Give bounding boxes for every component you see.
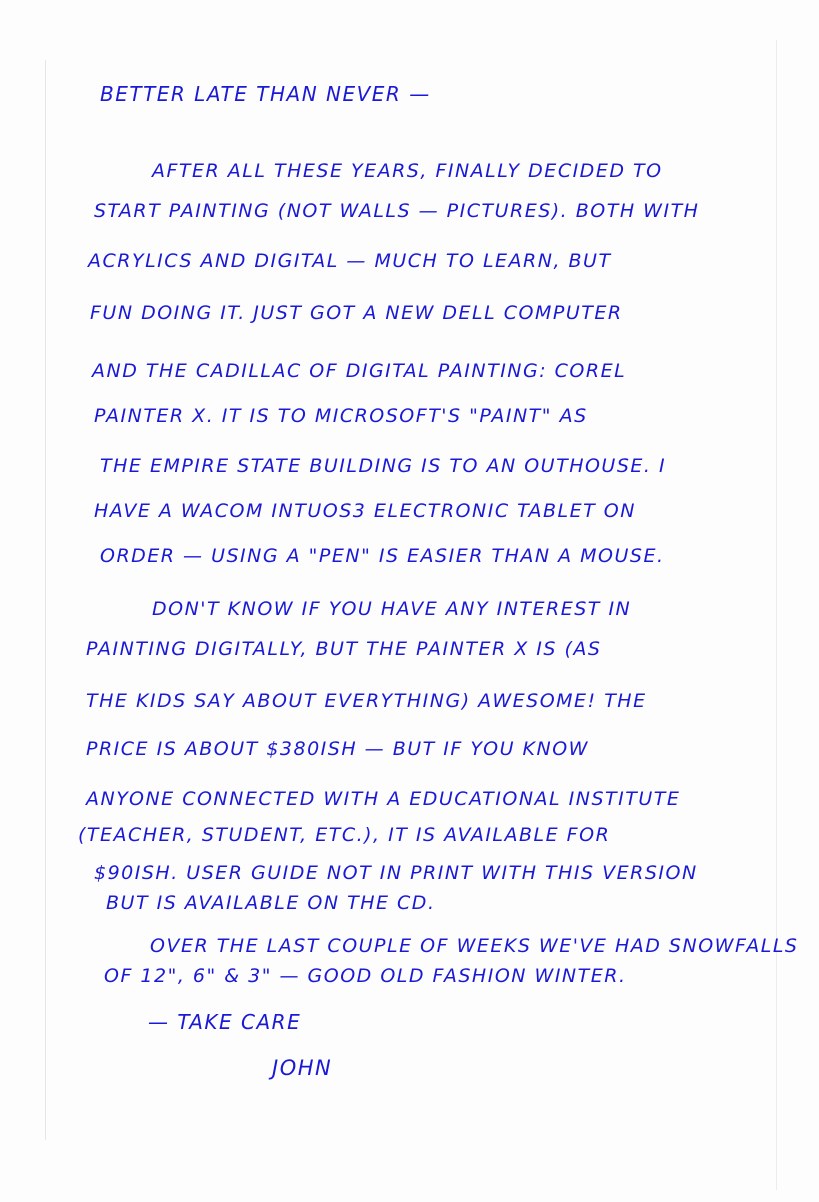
page-edge-left xyxy=(45,60,46,1140)
letter-line: PAINTER X. IT IS TO MICROSOFT'S "PAINT" AS xyxy=(94,405,588,427)
letter-line: THE EMPIRE STATE BUILDING IS TO AN OUTHOUSE. I xyxy=(100,455,667,477)
letter-line: ANYONE CONNECTED WITH A EDUCATIONAL INSTITUTE xyxy=(86,788,681,810)
letter-line: OVER THE LAST COUPLE OF WEEKS WE'VE HAD SNOWFALLS xyxy=(150,935,799,957)
letter-line: ACRYLICS AND DIGITAL — MUCH TO LEARN, BUT xyxy=(88,250,612,272)
letter-line: START PAINTING (NOT WALLS — PICTURES). BOTH WITH xyxy=(94,200,700,222)
letter-line: FUN DOING IT. JUST GOT A NEW DELL COMPUTER xyxy=(90,302,623,324)
letter-line: DON'T KNOW IF YOU HAVE ANY INTEREST IN xyxy=(152,598,632,620)
letter-signature: JOHN xyxy=(272,1056,333,1080)
letter-greeting: BETTER LATE THAN NEVER — xyxy=(100,82,431,106)
letter-line: PRICE IS ABOUT $380ISH — BUT IF YOU KNOW xyxy=(86,738,589,760)
letter-closing: — TAKE CARE xyxy=(148,1010,302,1034)
letter-line: HAVE A WACOM INTUOS3 ELECTRONIC TABLET ON xyxy=(94,500,636,522)
letter-line: (TEACHER, STUDENT, ETC.), IT IS AVAILABLE FOR xyxy=(78,824,611,846)
letter-line: AFTER ALL THESE YEARS, FINALLY DECIDED TO xyxy=(152,160,663,182)
letter-line: ORDER — USING A "PEN" IS EASIER THAN A MOUSE. xyxy=(100,545,665,567)
letter-line: OF 12", 6" & 3" — GOOD OLD FASHION WINTER. xyxy=(104,965,627,987)
letter-line: BUT IS AVAILABLE ON THE CD. xyxy=(106,892,436,914)
page-edge-right xyxy=(776,40,777,1190)
letter-line: THE KIDS SAY ABOUT EVERYTHING) AWESOME! THE xyxy=(86,690,647,712)
letter-line: AND THE CADILLAC OF DIGITAL PAINTING: COREL xyxy=(92,360,627,382)
letter-line: PAINTING DIGITALLY, BUT THE PAINTER X IS (AS xyxy=(86,638,602,660)
letter-line: $90ISH. USER GUIDE NOT IN PRINT WITH THIS VERSION xyxy=(94,862,698,884)
